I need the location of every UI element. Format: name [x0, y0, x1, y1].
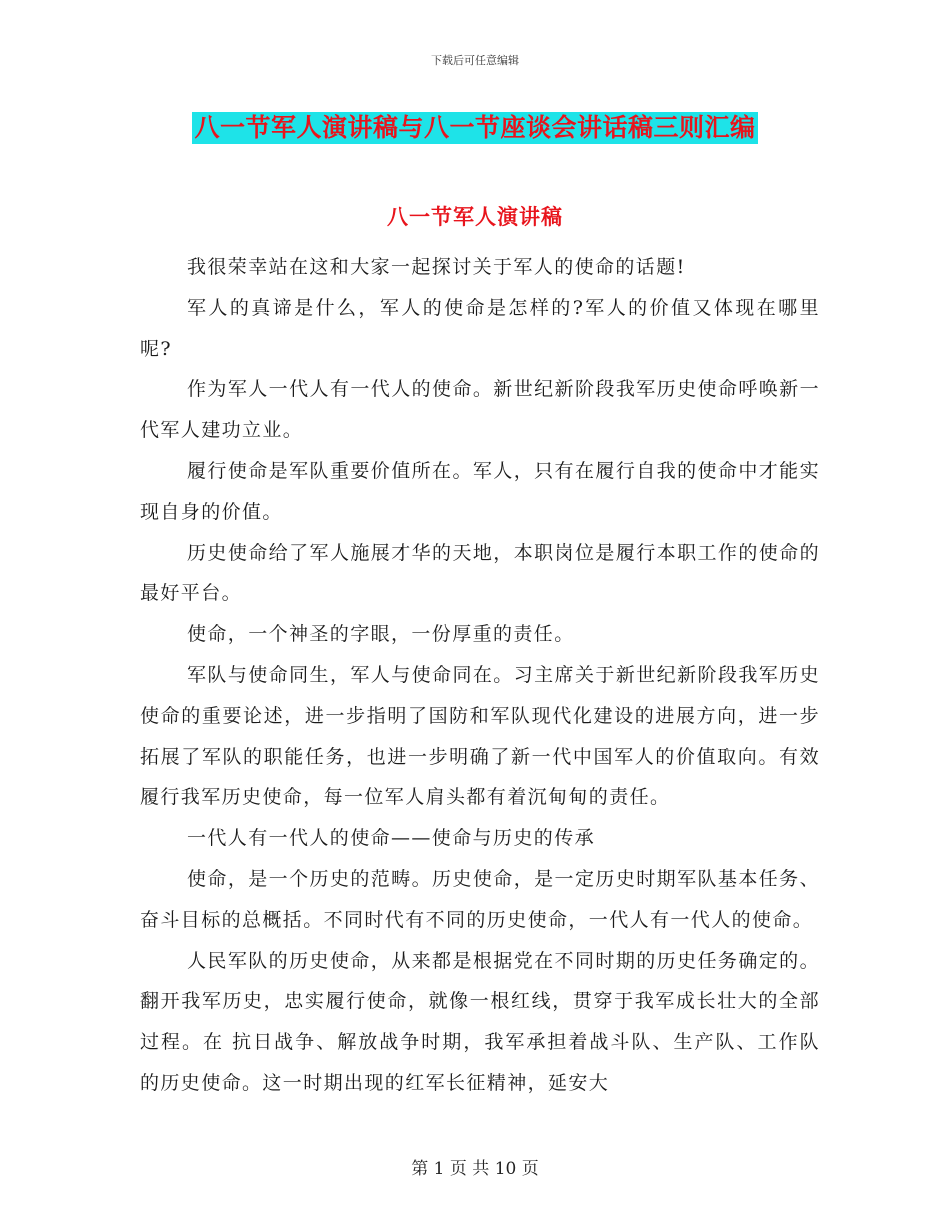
- paragraph: 军人的真谛是什么，军人的使命是怎样的?军人的价值又体现在哪里呢?: [140, 296, 820, 360]
- paragraph: 作为军人一代人有一代人的使命。新世纪新阶段我军历史使命呼唤新一代军人建功立业。: [140, 378, 820, 442]
- document-title: 八一节军人演讲稿与八一节座谈会讲话稿三则汇编: [194, 113, 756, 142]
- paragraph: 历史使命给了军人施展才华的天地，本职岗位是履行本职工作的使命的最好平台。: [140, 541, 820, 605]
- paragraph: 人民军队的历史使命，从来都是根据党在不同时期的历史任务确定的。翻开我军历史，忠实履行使命，就像一根红线，贯穿于我军成长壮大的全部过程。在 抗日战争、解放战争时期，我军承担着战斗队、生产队、工作队的历史使命。这一时期出现的红军长征精神，延安大: [140, 949, 820, 1094]
- section-title: 八一节军人演讲稿: [387, 205, 563, 229]
- paragraph: 履行使命是军队重要价值所在。军人，只有在履行自我的使命中才能实现自身的价值。: [140, 459, 820, 523]
- header-note: 下载后可任意编辑: [431, 54, 519, 67]
- paragraph: 使命，一个神圣的字眼，一份厚重的责任。: [187, 623, 575, 646]
- paragraph: 我很荣幸站在这和大家一起探讨关于军人的使命的话题!: [187, 256, 686, 278]
- document-title-container: [0, 112, 950, 144]
- page-footer: 第 1 页 共 10 页: [411, 1159, 539, 1179]
- document-body: [140, 247, 820, 1104]
- paragraph: 使命，是一个历史的范畴。历史使命，是一定历史时期军队基本任务、奋斗目标的总概括。不同时代有不同的历史使命，一代人有一代人的使命。: [140, 867, 820, 931]
- paragraph-subheading: 一代人有一代人的使命——使命与历史的传承: [187, 827, 596, 850]
- paragraph: 军队与使命同生，军人与使命同在。习主席关于新世纪新阶段我军历史使命的重要论述，进一步指明了国防和军队现代化建设的进展方向，进一步拓展了军队的职能任务，也进一步明确了新一代中国军人的价值取向。有效履行我军历史使命，每一位军人肩头都有着沉甸甸的责任。: [140, 663, 820, 809]
